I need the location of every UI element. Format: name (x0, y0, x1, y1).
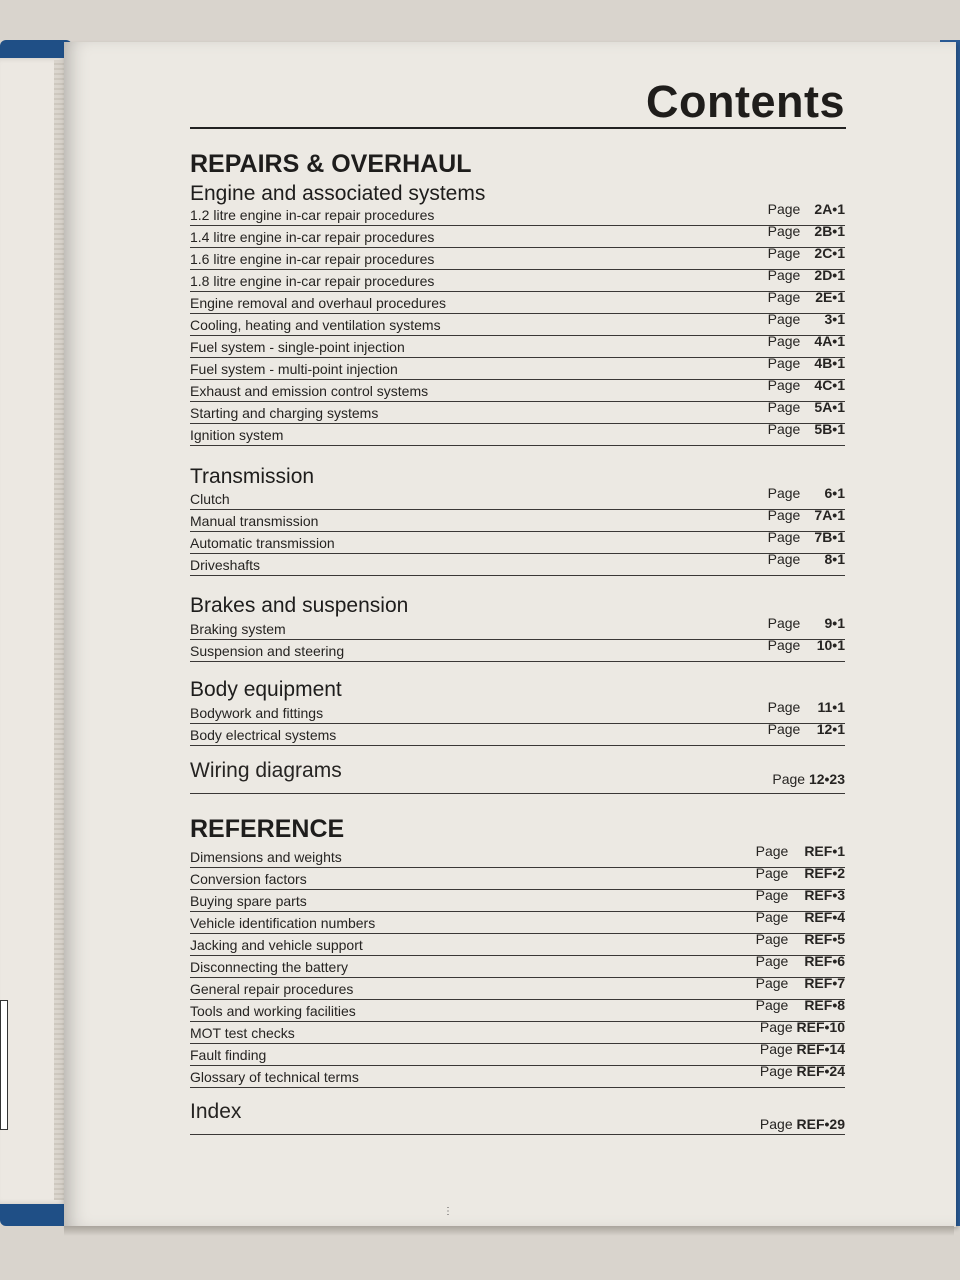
toc-page: Page REF•8 (755, 997, 845, 1013)
left-page-tab (0, 1000, 8, 1130)
toc-row[interactable] (190, 401, 845, 424)
toc-page: Page REF•4 (755, 909, 845, 925)
page-title: Contents (646, 76, 845, 127)
toc-row[interactable] (190, 889, 845, 912)
body-heading: Body equipment (190, 678, 342, 701)
transmission-heading: Transmission (190, 465, 315, 488)
toc-page: Page REF•5 (755, 931, 845, 947)
toc-label: Tools and working facilities (190, 1003, 356, 1019)
toc-label: Fuel system - single-point injection (190, 339, 405, 355)
toc-label: Manual transmission (190, 513, 319, 529)
toc-row[interactable] (190, 379, 845, 402)
toc-page: Page REF•6 (755, 953, 845, 969)
toc-page: Page 4C•1 (767, 377, 845, 393)
toc-row[interactable] (190, 531, 845, 554)
toc-page: Page REF•14 (759, 1041, 845, 1057)
toc-label: Bodywork and fittings (190, 705, 324, 721)
toc-page: Page 4B•1 (767, 355, 845, 371)
toc-page: Page 2C•1 (767, 245, 845, 261)
title-rule (190, 127, 846, 129)
toc-label: Suspension and steering (190, 643, 345, 659)
brakes-heading: Brakes and suspension (190, 594, 409, 617)
toc-page: Page REF•2 (755, 865, 845, 881)
toc-row[interactable] (190, 701, 845, 724)
toc-label: Buying spare parts (190, 893, 307, 909)
toc-label: Braking system (190, 621, 286, 637)
toc-row[interactable] (190, 423, 845, 446)
toc-row[interactable] (190, 203, 845, 226)
toc-page: Page 5B•1 (767, 421, 845, 437)
toc-page: Page 9•1 (767, 615, 845, 631)
toc-row[interactable] (190, 357, 845, 380)
toc-label: 1.4 litre engine in-car repair procedures (190, 229, 435, 245)
toc-label: Fault finding (190, 1047, 267, 1063)
toc-label: Engine removal and overhaul procedures (190, 295, 447, 311)
toc-label: Glossary of technical terms (190, 1069, 359, 1085)
toc-row[interactable] (190, 313, 845, 336)
reference-heading: REFERENCE (190, 815, 345, 843)
toc-row[interactable] (190, 723, 845, 746)
toc-row[interactable] (190, 269, 845, 292)
toc-row[interactable] (190, 867, 845, 890)
toc-label: Index (190, 1100, 242, 1123)
toc-label: Automatic transmission (190, 535, 335, 551)
toc-page: Page REF•7 (755, 975, 845, 991)
toc-label: MOT test checks (190, 1025, 295, 1041)
toc-row[interactable] (190, 1021, 845, 1044)
toc-page: Page 3•1 (767, 311, 845, 327)
toc-row[interactable] (190, 225, 845, 248)
toc-page: Page 7A•1 (767, 507, 845, 523)
toc-page: Page 7B•1 (767, 529, 845, 545)
toc-row[interactable] (190, 1043, 845, 1066)
toc-row[interactable] (190, 291, 845, 314)
toc-label: Fuel system - multi-point injection (190, 361, 398, 377)
toc-label: Conversion factors (190, 871, 307, 887)
toc-page: Page 10•1 (767, 637, 845, 653)
toc-label: Body electrical systems (190, 727, 337, 743)
toc-row[interactable] (190, 977, 845, 1000)
toc-page: Page 2B•1 (767, 223, 845, 239)
toc-page: Page REF•1 (755, 843, 845, 859)
toc-row[interactable] (190, 553, 845, 576)
toc-label: Clutch (190, 491, 230, 507)
toc-label: Cooling, heating and ventilation systems (190, 317, 441, 333)
toc-row[interactable] (190, 955, 845, 978)
toc-page: Page REF•3 (755, 887, 845, 903)
toc-label: Jacking and vehicle support (190, 937, 363, 953)
toc-row[interactable] (190, 509, 845, 532)
toc-label: Starting and charging systems (190, 405, 379, 421)
toc-label: Vehicle identification numbers (190, 915, 376, 931)
toc-page: Page REF•10 (759, 1019, 845, 1035)
toc-label: General repair procedures (190, 981, 354, 997)
toc-page: Page 12•1 (767, 721, 845, 737)
toc-page: Page 11•1 (767, 699, 845, 715)
toc-page: Page 2D•1 (767, 267, 845, 283)
toc-row[interactable] (190, 845, 845, 868)
toc-page: Page REF•29 (759, 1116, 845, 1132)
toc-row[interactable] (190, 335, 845, 358)
toc-row-wiring[interactable] (190, 759, 845, 794)
gutter-mark: ⋮ (443, 1206, 453, 1217)
toc-row-index[interactable] (190, 1100, 845, 1135)
toc-row[interactable] (190, 933, 845, 956)
toc-row[interactable] (190, 999, 845, 1022)
toc-page: Page 6•1 (767, 485, 845, 501)
engine-heading: Engine and associated systems (190, 182, 486, 205)
toc-label: Wiring diagrams (190, 759, 342, 782)
toc-row[interactable] (190, 247, 845, 270)
toc-label: 1.8 litre engine in-car repair procedures (190, 273, 435, 289)
toc-label: Driveshafts (190, 557, 261, 573)
toc-page: Page 4A•1 (767, 333, 845, 349)
toc-label: 1.2 litre engine in-car repair procedures (190, 207, 435, 223)
repairs-heading: REPAIRS & OVERHAUL (190, 150, 472, 178)
toc-row[interactable] (190, 911, 845, 934)
toc-page: Page 8•1 (767, 551, 845, 567)
toc-page: Page REF•24 (759, 1063, 845, 1079)
toc-label: 1.6 litre engine in-car repair procedures (190, 251, 435, 267)
toc-row[interactable] (190, 639, 845, 662)
toc-label: Disconnecting the battery (190, 959, 348, 975)
toc-label: Ignition system (190, 427, 284, 443)
toc-page: Page 2E•1 (767, 289, 845, 305)
toc-page: Page 12•23 (772, 771, 845, 787)
page-shadow (64, 1226, 954, 1236)
toc-row[interactable] (190, 1065, 845, 1088)
toc-page: Page 2A•1 (767, 201, 845, 217)
toc-label: Exhaust and emission control systems (190, 383, 429, 399)
toc-label: Dimensions and weights (190, 849, 342, 865)
toc-page: Page 5A•1 (767, 399, 845, 415)
toc-row[interactable] (190, 617, 845, 640)
toc-row[interactable] (190, 487, 845, 510)
